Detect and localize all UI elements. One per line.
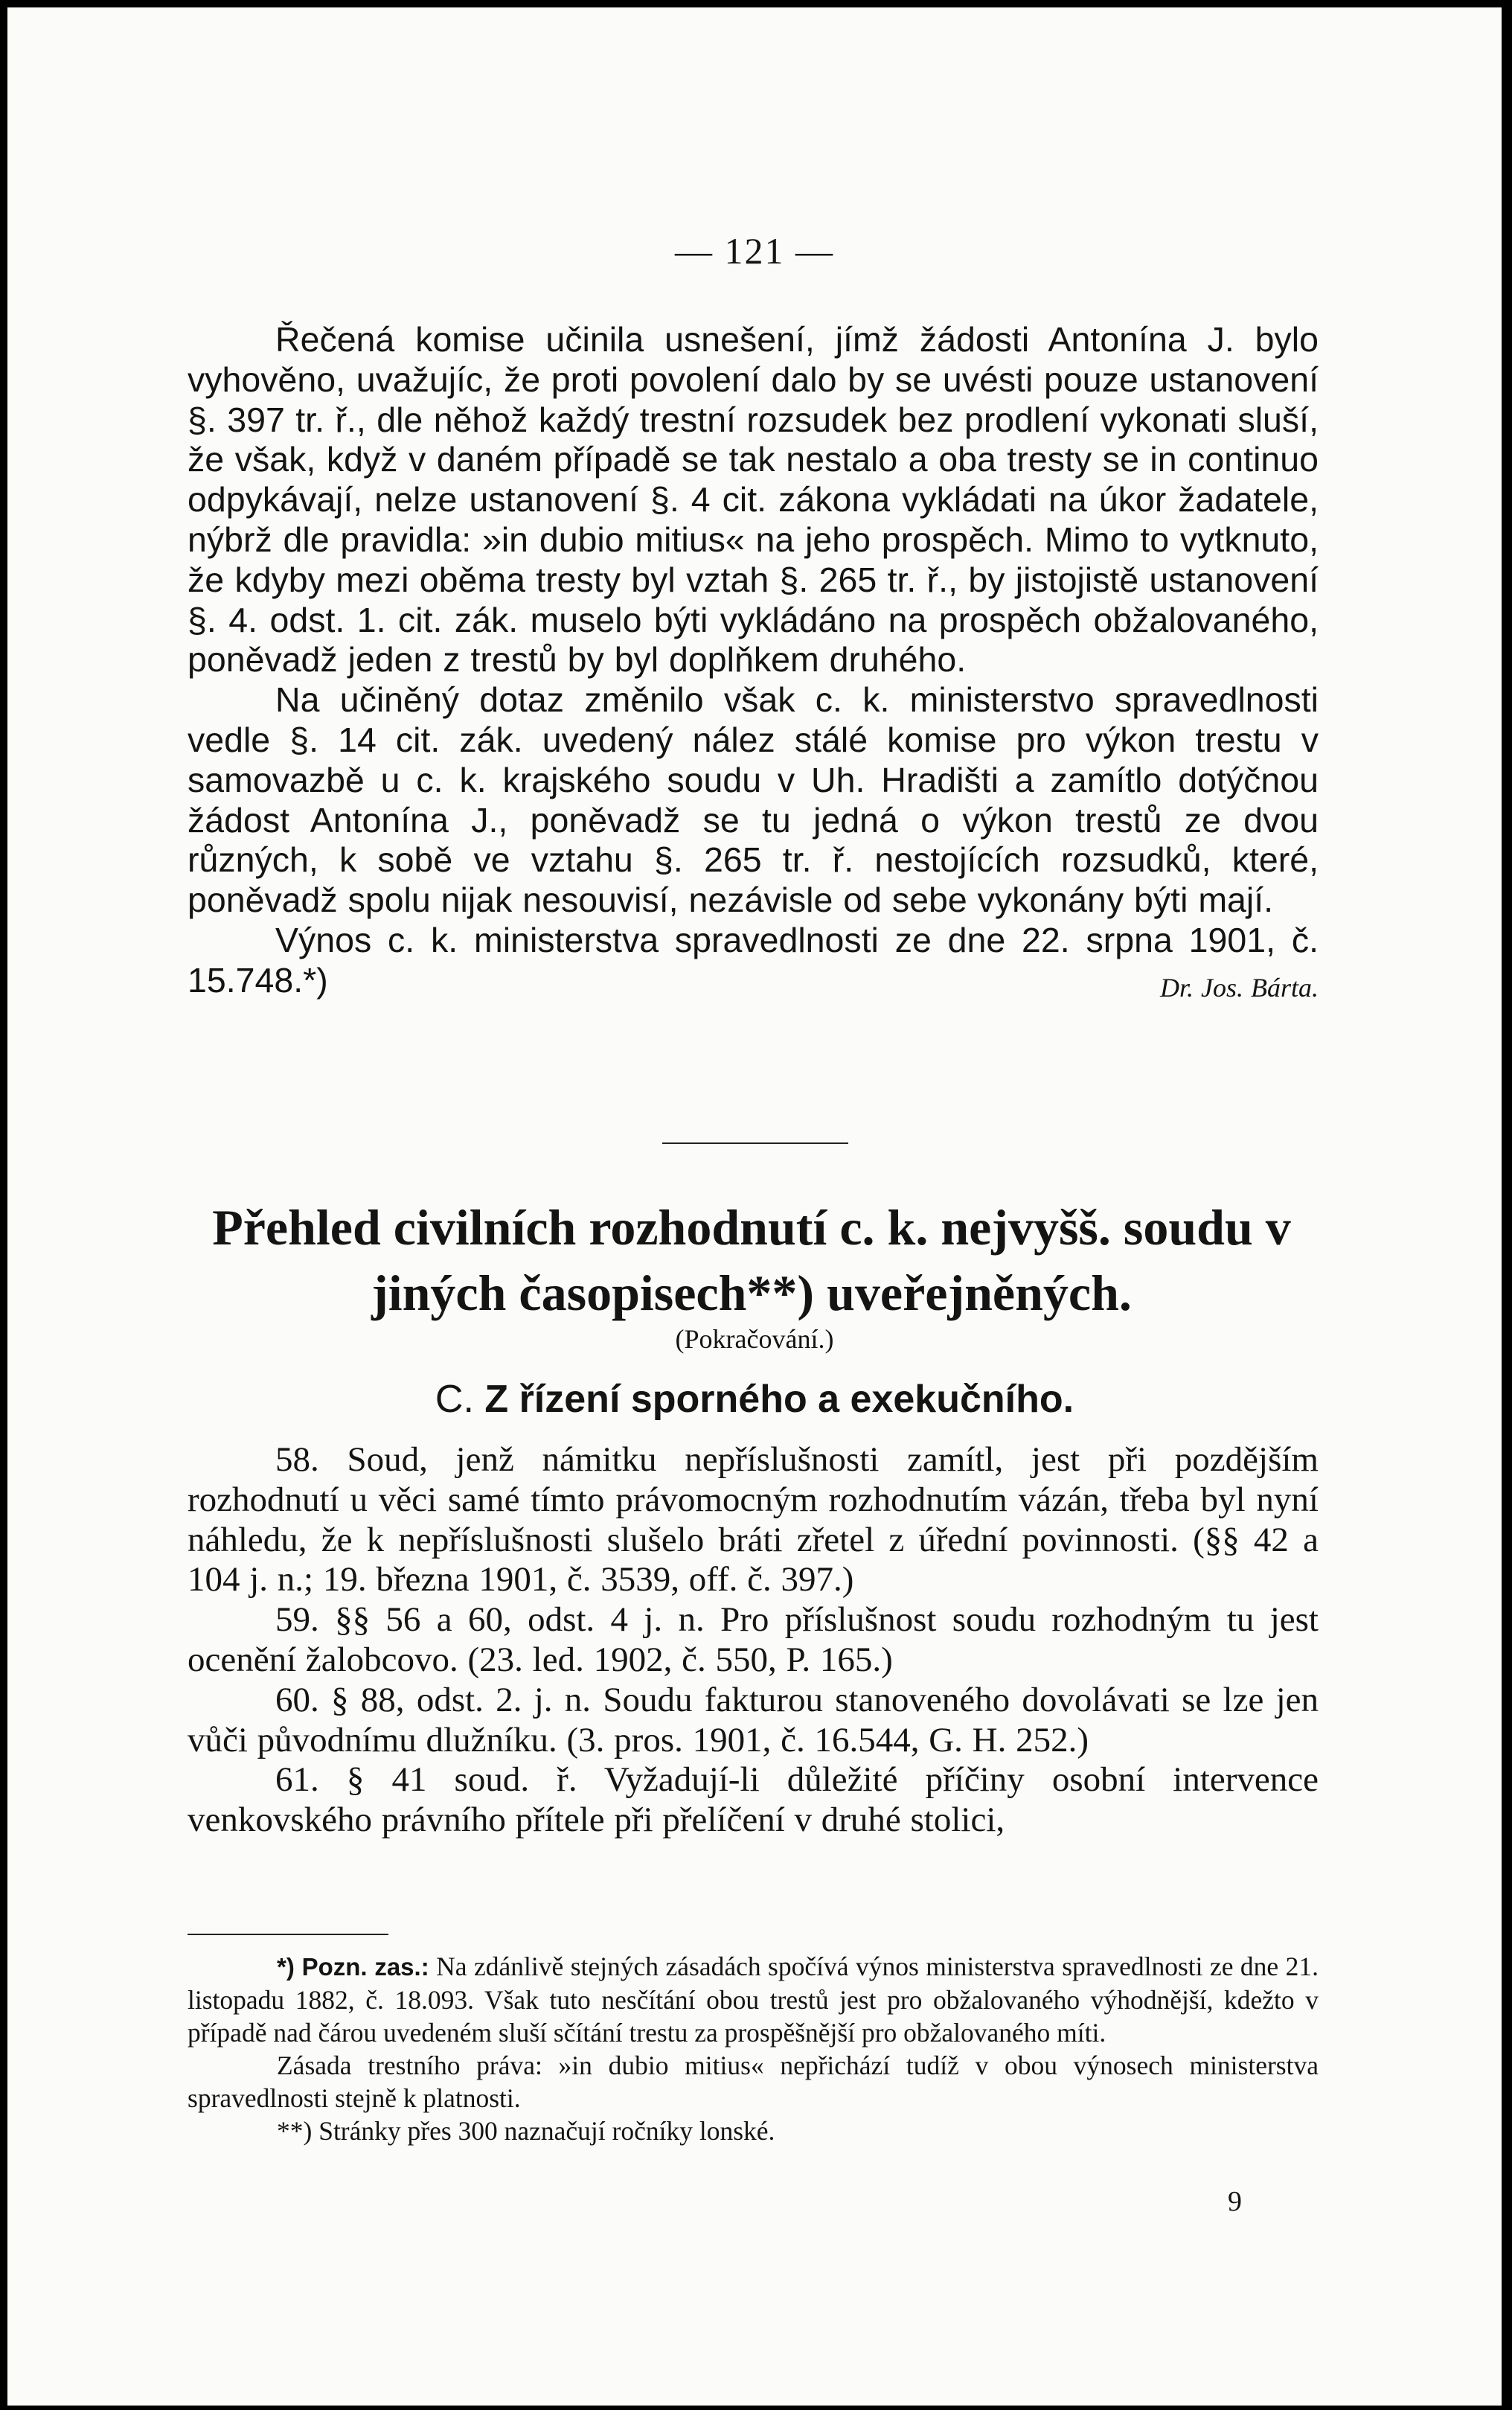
footnote-1-text: Na zdánlivě stejných zásadách spočívá výnos ministerstva spravedlnosti ze dne 21. listopadu 1882, č. 18.093. Však tuto nesčítání obou trestů jest pro obžalovaného výhodnější, kdežto v případě nad čárou uvedeném sluší sčítání trestu za prospěšnější pro obžalovaného míti. <box>188 1952 1319 2048</box>
paragraph-1: Řečená komise učinila usnešení, jímž žádosti Antonína J. bylo vyhověno, uvažujíc, že proti povolení dalo by se uvésti pouze ustanovení §. 397 tr. ř., dle něhož každý trestní rozsudek bez prodlení vykonati sluší, že však, když v daném případě se tak nestalo a oba tresty se in continuo odpykávají, nelze ustanovení §. 4 cit. zákona vykládati na úkor žadatele, nýbrž dle pravidla: »in dubio mitius« na jeho prospěch. Mimo to vytknuto, že kdyby mezi oběma tresty byl vztah §. 265 tr. ř., by jistojistě ustanovení §. 4. odst. 1. cit. zák. muselo býti vykládáno na prospěch obžalovaného, poněvadž jeden z trestů by byl doplňkem druhého. <box>188 320 1319 680</box>
document-page <box>7 7 1502 2406</box>
divider-rule <box>662 1142 848 1144</box>
continuation-note: (Pokračování.) <box>675 1324 834 1354</box>
item-59: 59. §§ 56 a 60, odst. 4 j. n. Pro příslušnost soudu rozhodným tu jest ocenění žalobcovo. (23. led. 1902, č. 550, P. 165.) <box>188 1600 1319 1679</box>
decree-text: Výnos c. k. ministerstva spravedlnosti ze dne 22. srpna 1901, č. 15.748.*) <box>188 920 1319 1000</box>
footnote-rule <box>188 1934 388 1935</box>
subsection-name: Z řízení sporného a exekučního. <box>484 1378 1074 1421</box>
footnote-1-extra: Zásada trestního práva: »in dubio mitius« nepřichází tudíž v obou výnosech ministerstva spravedlnosti stejně k platnosti. <box>188 2051 1319 2113</box>
footnotes <box>188 1950 1319 2147</box>
decree-paragraph <box>188 921 1319 1009</box>
page-number: — 121 — <box>675 230 834 272</box>
signature-mark: 9 <box>1228 2186 1242 2217</box>
subsection-title <box>7 1377 1502 1422</box>
paragraph-2: Na učiněný dotaz změnilo však c. k. ministerstvo spravedlnosti vedle §. 14 cit. zák. uvedený nález stálé komise pro výkon trestu v samovazbě u c. k. krajského soudu v Uh. Hradišti a zamítlo dotýčnou žádost Antonína J., poněvadž se tu jedná o výkon trestů ze dvou různých, k sobě ve vztahu §. 265 tr. ř. nestojících rozsudků, které, poněvadž spolu nijak nesouvisí, nezávisle od sebe vykonány býti mají. <box>188 680 1319 920</box>
section-heading: Přehled civilních rozhodnutí c. k. nejvyšš. soudu v jiných časopisech**) uveřejněných. <box>212 1199 1291 1321</box>
author-signature: Dr. Jos. Bárta. <box>1159 972 1319 1003</box>
footnote-1 <box>188 1950 1319 2049</box>
subsection-letter: C. <box>435 1378 474 1421</box>
main-text-block <box>188 320 1319 1009</box>
footnote-2: **) Stránky přes 300 naznačují ročníky lonské. <box>277 2116 775 2146</box>
item-61: 61. § 41 soud. ř. Vyžadují-li důležité příčiny osobní intervence venkovského právního přítele při přelíčení v druhé stolici, <box>188 1760 1319 1840</box>
item-58: 58. Soud, jenž námitku nepříslušnosti zamítl, jest při pozdějším rozhodnutí u věci samé tímto právomocným rozhodnutím vázán, třeba byl nyní náhledu, že k nepříslušnosti slušelo bráti zřetel z úřední povinnosti. (§§ 42 a 104 j. n.; 19. března 1901, č. 3539, off. č. 397.) <box>188 1440 1319 1599</box>
item-60: 60. § 88, odst. 2. j. n. Soudu fakturou stanoveného dovolávati se lze jen vůči původnímu dlužníku. (3. pros. 1901, č. 16.544, G. H. 252.) <box>188 1680 1319 1759</box>
footnote-1-label: *) Pozn. zas.: <box>277 1953 429 1981</box>
items-block <box>188 1440 1319 1841</box>
